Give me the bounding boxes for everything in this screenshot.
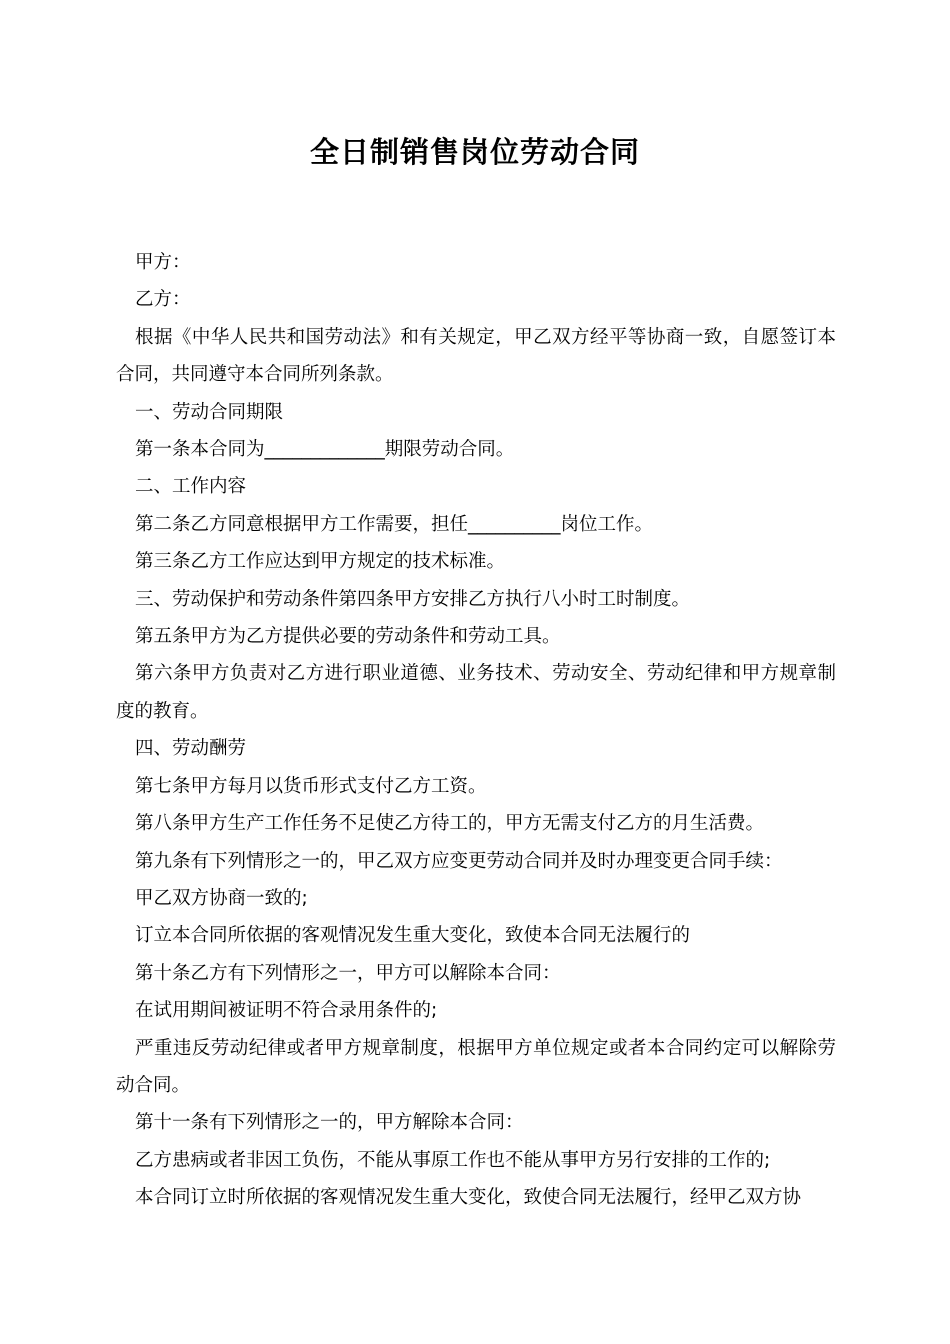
paragraph-preamble: 根据《中华人民共和国劳动法》和有关规定，甲乙双方经平等协商一致，自愿签订本合同，共同遵守本合同所列条款。: [116, 326, 836, 386]
article-1: 第一条本合同为_____________期限劳动合同。: [135, 439, 515, 461]
section-heading-pay: 四、劳动酬劳: [135, 738, 247, 760]
section-heading-protection: 三、劳动保护和劳动条件第四条甲方安排乙方执行八小时工时制度。: [135, 588, 691, 610]
document-title: 全日制销售岗位劳动合同: [309, 135, 640, 169]
section-heading-term: 一、劳动合同期限: [135, 401, 284, 423]
article-9-item-1: 甲乙双方协商一致的;: [135, 887, 308, 909]
article-7: 第七条甲方每月以货币形式支付乙方工资。: [135, 775, 487, 797]
article-3: 第三条乙方工作应达到甲方规定的技术标准。: [135, 551, 506, 573]
article-9-item-2: 订立本合同所依据的客观情况发生重大变化，致使本合同无法履行的: [135, 925, 691, 947]
paragraph-party-a: 甲方：: [135, 252, 191, 273]
article-2: 第二条乙方同意根据甲方工作需要，担任__________岗位工作。: [135, 513, 654, 535]
article-10-item-1: 在试用期间被证明不符合录用条件的;: [135, 1000, 438, 1022]
article-9: 第九条有下列情形之一的，甲乙双方应变更劳动合同并及时办理变更合同手续：: [135, 850, 783, 872]
article-6: 第六条甲方负责对乙方进行职业道德、业务技术、劳动安全、劳动纪律和甲方规章制度的教育。: [116, 663, 836, 722]
article-5: 第五条甲方为乙方提供必要的劳动条件和劳动工具。: [135, 626, 561, 648]
article-8: 第八条甲方生产工作任务不足使乙方待工的，甲方无需支付乙方的月生活费。: [135, 813, 765, 835]
article-10-item-2: 严重违反劳动纪律或者甲方规章制度，根据甲方单位规定或者本合同约定可以解除劳动合同。: [116, 1037, 836, 1096]
article-10: 第十条乙方有下列情形之一，甲方可以解除本合同：: [135, 962, 561, 984]
document-body: [116, 244, 836, 1217]
paragraph-party-b: 乙方：: [135, 289, 191, 311]
article-11-item-2: 本合同订立时所依据的客观情况发生重大变化，致使合同无法履行，经甲乙双方协: [135, 1187, 802, 1209]
article-11: 第十一条有下列情形之一的，甲方解除本合同：: [135, 1112, 524, 1134]
article-11-item-1: 乙方患病或者非因工负伤，不能从事原工作也不能从事甲方另行安排的工作的;: [135, 1149, 771, 1171]
section-heading-work: 二、工作内容: [135, 476, 247, 498]
